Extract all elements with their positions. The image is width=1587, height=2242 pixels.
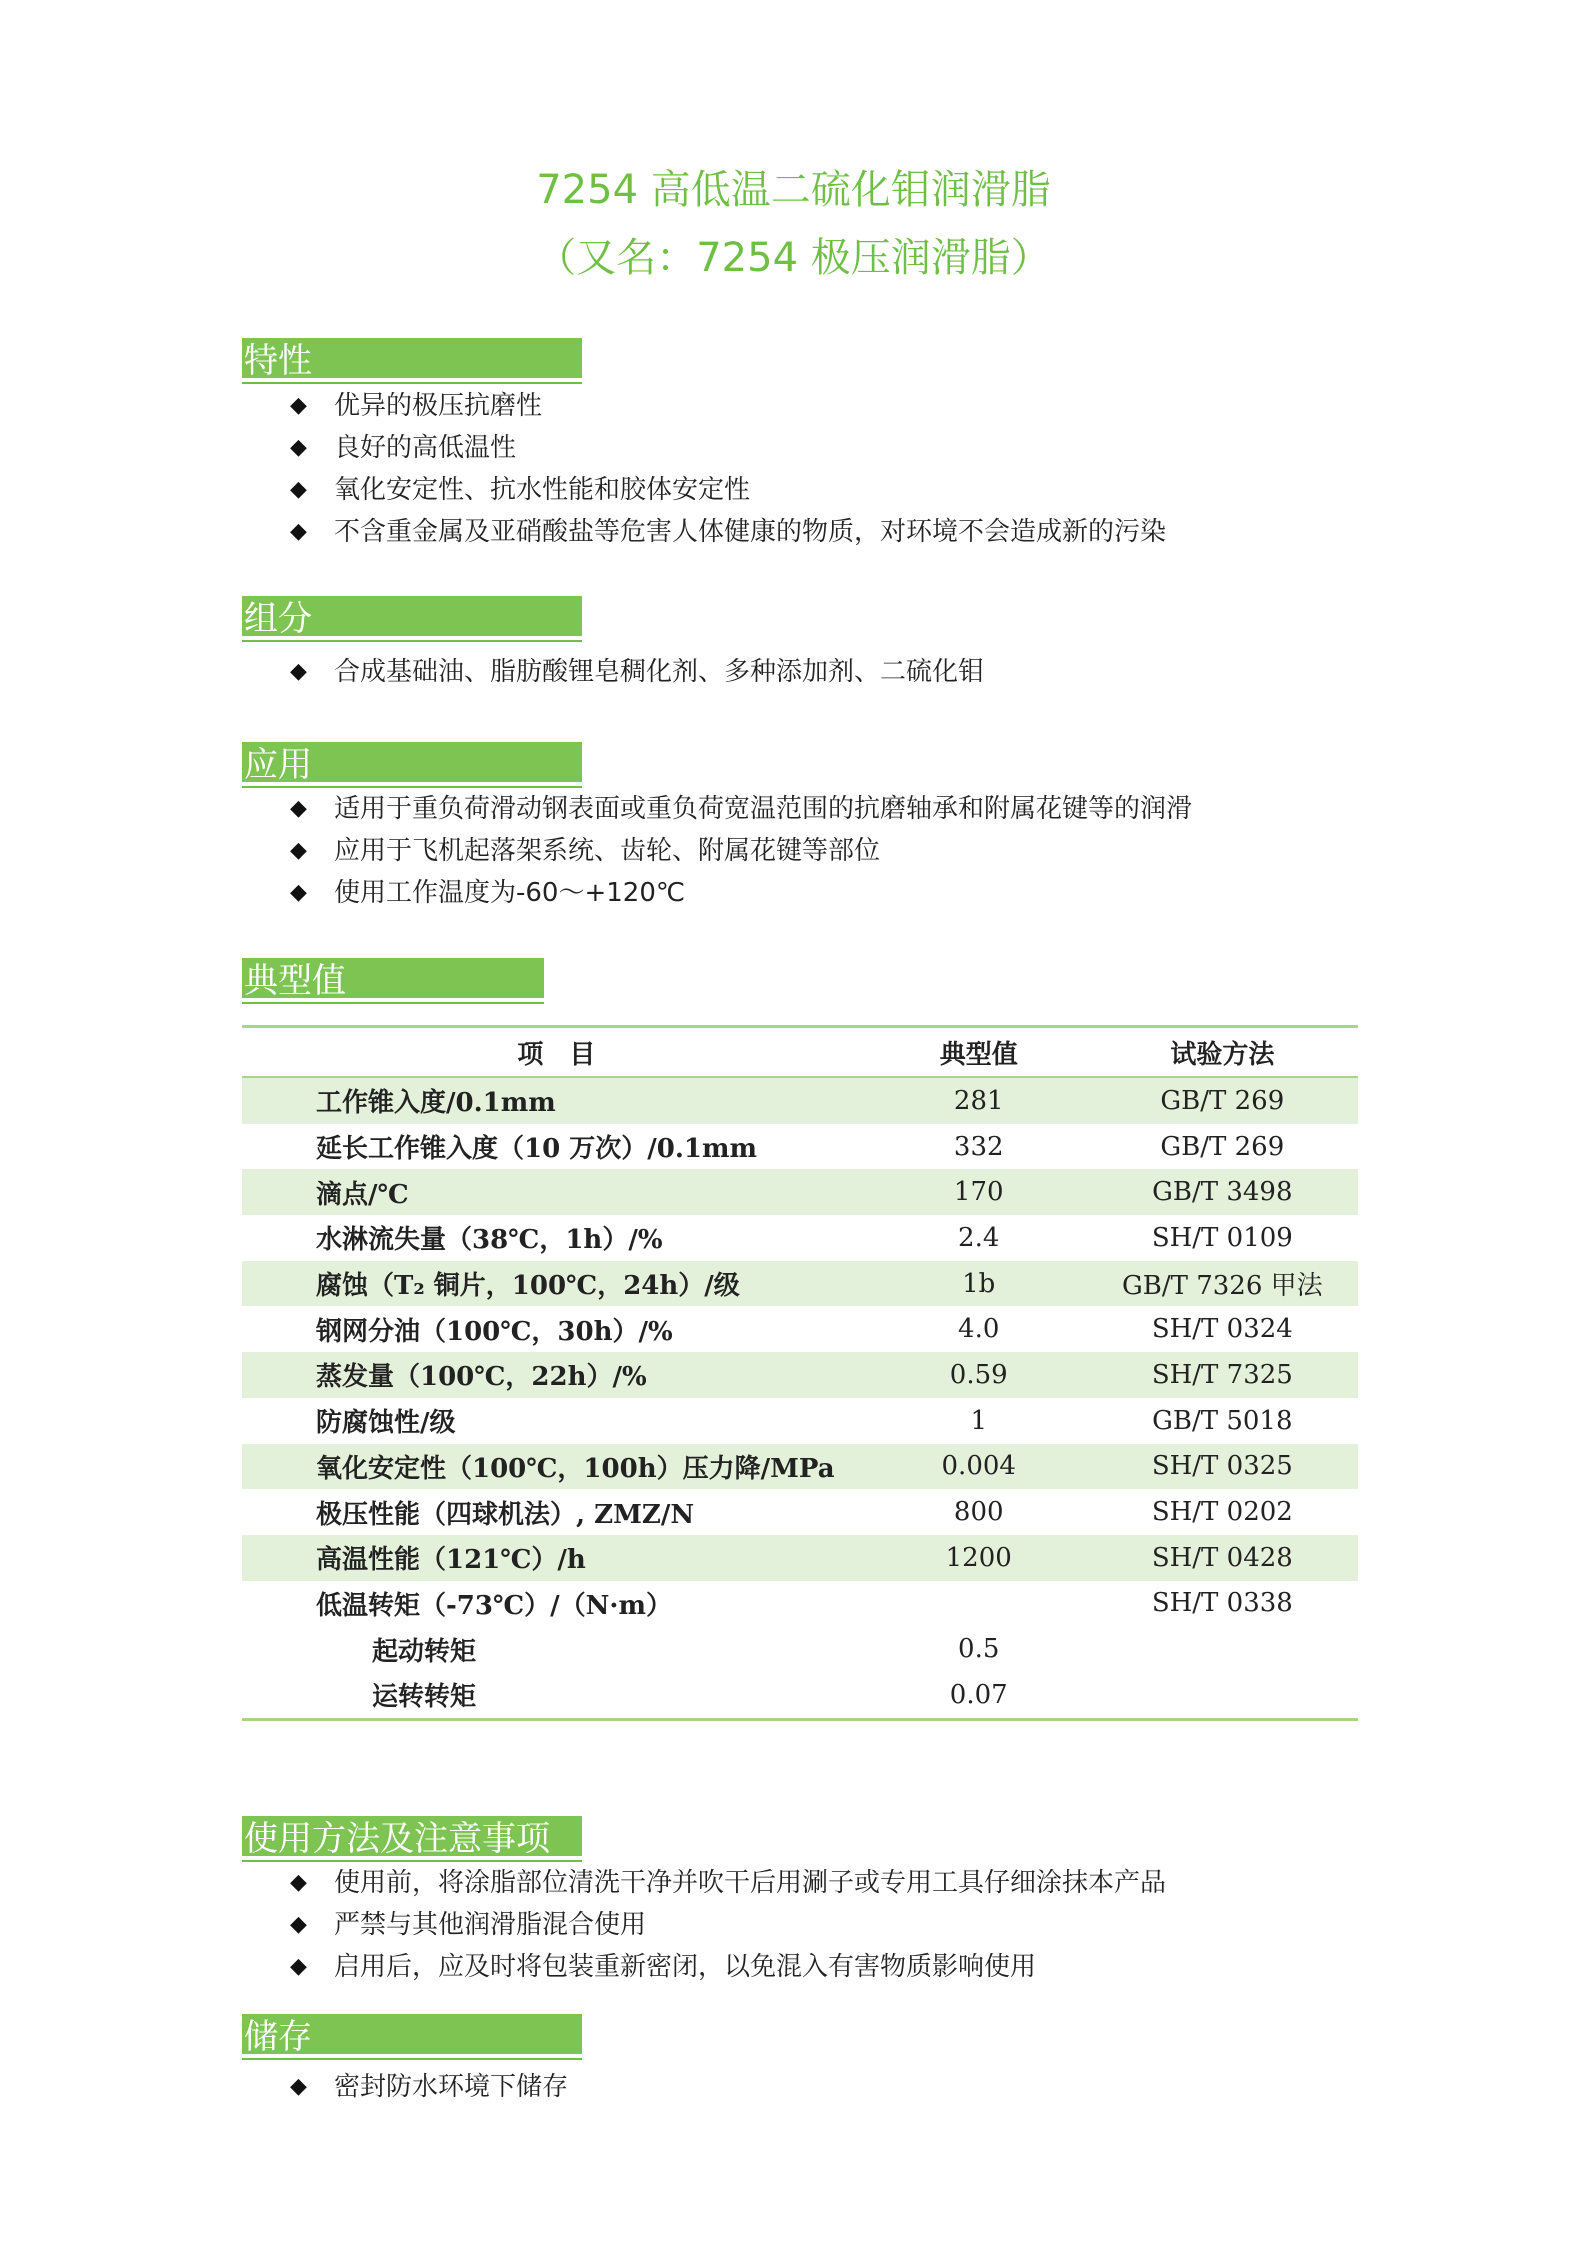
row-value: 0.5 (958, 1634, 1000, 1665)
features-list (290, 385, 1166, 553)
diamond-bullet-icon: ◆ (290, 1954, 307, 1979)
row-item: 高温性能（121℃）/h (242, 1535, 871, 1581)
row-item: 氧化安定性（100℃，100h）压力降/MPa (242, 1444, 871, 1490)
row-value: 1200 (871, 1535, 1087, 1581)
column-header-item: 项 目 (242, 1027, 871, 1078)
row-method: GB/T 269 (1160, 1131, 1285, 1162)
list-item: ◆ 良好的高低温性 (290, 427, 1166, 469)
row-value: 281 (871, 1077, 1087, 1124)
document-title: 7254 高低温二硫化钼润滑脂 (536, 167, 1051, 213)
row-method: GB/T 7326 甲法 (1087, 1261, 1358, 1307)
diamond-bullet-icon: ◆ (290, 838, 307, 863)
row-method (1087, 1626, 1358, 1672)
diamond-bullet-icon: ◆ (290, 393, 307, 418)
row-item: 低温转矩（-73℃）/（N·m） (316, 1590, 672, 1621)
diamond-bullet-icon: ◆ (290, 1912, 307, 1937)
table-row (242, 1444, 1358, 1490)
row-value: 0.004 (871, 1444, 1087, 1490)
diamond-bullet-icon: ◆ (290, 659, 307, 684)
row-value: 1b (871, 1261, 1087, 1307)
usage-list (290, 1862, 1166, 1988)
diamond-bullet-icon: ◆ (290, 435, 307, 460)
column-header-method: 试验方法 (1087, 1027, 1358, 1078)
row-value: 4.0 (958, 1314, 1000, 1345)
application-list (290, 788, 1192, 914)
table-row (242, 1581, 1358, 1627)
table-row (242, 1489, 1358, 1535)
list-item: ◆ 合成基础油、脂肪酸锂皂稠化剂、多种添加剂、二硫化钼 (290, 651, 984, 693)
row-method: SH/T 0428 (1087, 1535, 1358, 1581)
row-item: 滴点/℃ (242, 1169, 871, 1215)
storage-list (290, 2066, 568, 2108)
row-method: SH/T 7325 (1087, 1352, 1358, 1398)
row-method: SH/T 0338 (1151, 1588, 1293, 1619)
list-item: ◆ 密封防水环境下储存 (290, 2066, 568, 2108)
diamond-bullet-icon: ◆ (290, 796, 307, 821)
section-heading-features: 特性 (242, 338, 582, 384)
diamond-bullet-icon: ◆ (290, 1870, 307, 1895)
diamond-bullet-icon: ◆ (290, 880, 307, 905)
table-row (242, 1169, 1358, 1215)
section-heading-composition: 组分 (242, 596, 582, 642)
row-item: 运转转矩 (372, 1682, 477, 1713)
row-item: 工作锥入度/0.1mm (242, 1077, 871, 1124)
row-value: 170 (871, 1169, 1087, 1215)
table-row (242, 1398, 1358, 1444)
list-item: ◆ 严禁与其他润滑脂混合使用 (290, 1904, 1166, 1946)
row-method: SH/T 0325 (1087, 1444, 1358, 1490)
section-heading-storage: 储存 (242, 2014, 582, 2060)
row-method: GB/T 5018 (1152, 1405, 1293, 1436)
section-heading-application: 应用 (242, 742, 582, 788)
list-item: ◆ 使用前，将涂脂部位清洗干净并吹干后用涮子或专用工具仔细涂抹本产品 (290, 1862, 1166, 1904)
list-item: ◆ 应用于飞机起落架系统、齿轮、附属花键等部位 (290, 830, 1192, 872)
row-method: GB/T 269 (1087, 1077, 1358, 1124)
row-item: 防腐蚀性/级 (316, 1408, 456, 1439)
row-value: 0.07 (949, 1679, 1008, 1710)
row-value: 0.59 (871, 1352, 1087, 1398)
row-method: SH/T 0324 (1151, 1314, 1293, 1345)
row-item: 腐蚀（T₂ 铜片，100℃，24h）/级 (242, 1261, 871, 1307)
row-value: 800 (953, 1497, 1004, 1528)
list-item: ◆ 氧化安定性、抗水性能和胶体安定性 (290, 469, 1166, 511)
typical-values-table (242, 1025, 1358, 1721)
table-row (242, 1352, 1358, 1398)
row-value: 332 (953, 1131, 1004, 1162)
list-item: ◆ 优异的极压抗磨性 (290, 385, 1166, 427)
row-item: 极压性能（四球机法）, ZMZ/N (316, 1499, 695, 1530)
list-item: ◆ 适用于重负荷滑动钢表面或重负荷宽温范围的抗磨轴承和附属花键等的润滑 (290, 788, 1192, 830)
row-item: 延长工作锥入度（10 万次）/0.1mm (316, 1134, 757, 1165)
composition-list (290, 651, 984, 693)
row-method: SH/T 0202 (1151, 1497, 1293, 1528)
table-row (242, 1626, 1358, 1672)
list-item: ◆ 启用后，应及时将包装重新密闭，以免混入有害物质影响使用 (290, 1946, 1166, 1988)
table-row (242, 1261, 1358, 1307)
diamond-bullet-icon: ◆ (290, 2074, 307, 2099)
row-item: 起动转矩 (372, 1636, 477, 1667)
row-value: 2.4 (958, 1222, 1000, 1253)
row-value (871, 1581, 1087, 1627)
diamond-bullet-icon: ◆ (290, 519, 307, 544)
row-item: 钢网分油（100℃，30h）/% (316, 1316, 673, 1347)
row-item: 水淋流失量（38℃，1h）/% (316, 1225, 663, 1256)
table-row (242, 1077, 1358, 1124)
table-row (242, 1306, 1358, 1352)
table-row (242, 1124, 1358, 1170)
section-heading-usage: 使用方法及注意事项 (242, 1816, 582, 1862)
list-item: ◆ 不含重金属及亚硝酸盐等危害人体健康的物质，对环境不会造成新的污染 (290, 511, 1166, 553)
table-row (242, 1672, 1358, 1719)
diamond-bullet-icon: ◆ (290, 477, 307, 502)
row-method (1087, 1672, 1358, 1719)
row-method: SH/T 0109 (1151, 1222, 1293, 1253)
list-item: ◆ 使用工作温度为-60～+120℃ (290, 872, 1192, 914)
document-subtitle: （又名：7254 极压润滑脂） (536, 235, 1051, 281)
row-method: GB/T 3498 (1087, 1169, 1358, 1215)
section-heading-typical-values: 典型值 (242, 958, 544, 1004)
row-item: 蒸发量（100℃，22h）/% (242, 1352, 871, 1398)
row-value: 1 (970, 1405, 987, 1436)
table-row (242, 1215, 1358, 1261)
table-header-row (242, 1027, 1358, 1078)
table-row (242, 1535, 1358, 1581)
column-header-value: 典型值 (871, 1027, 1087, 1078)
